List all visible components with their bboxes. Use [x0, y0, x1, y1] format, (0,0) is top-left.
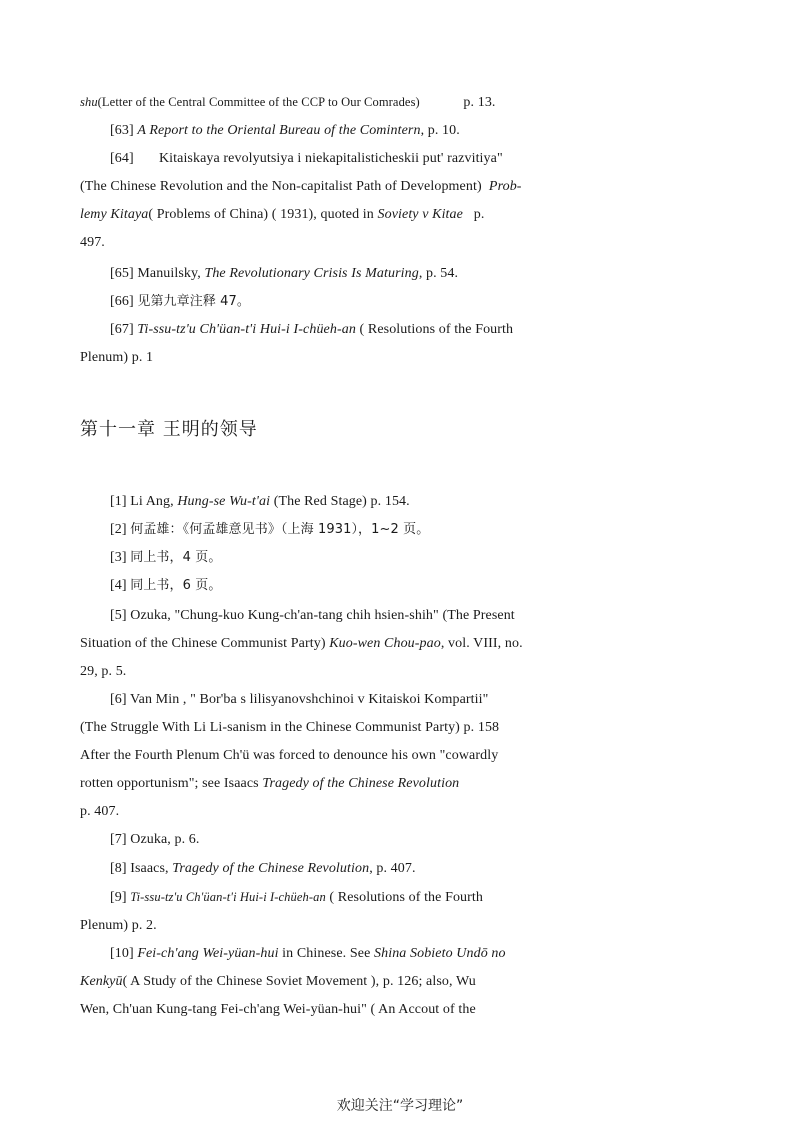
note-ch11-7: [7] Ozuka, p. 6. — [110, 832, 200, 847]
page-footer: 欢迎关注“学习理论” — [336, 1098, 464, 1114]
note-ch11-3: [3] 同上书，4 页。 — [110, 550, 222, 565]
note-ch11-5: [5] Ozuka, "Chung-kuo Kung-ch'an-tang chih hsien-shih" (The Present Situation of the Chinese Communist Party) Kuo-wen Chou-pao, vol. VIII, no. 29, p. 5. — [80, 608, 523, 679]
note-67: [67] Ti-ssu-tz'u Ch'üan-t'i Hui-i I-chüeh-an ( Resolutions of the Fourth Plenum) p. 1 — [80, 322, 514, 365]
note-ch11-9: [9] Ti-ssu-tz'u Ch'üan-t'i Hui-i I-chüeh-an ( Resolutions of the Fourth Plenum) p. 2. — [80, 890, 484, 933]
note-64: [64] Kitaiskaya revolyutsiya i niekapitalisticheskii put' razvitiya" (The Chinese Revolution and the Non-capitalist Path of Development) Prob- lemy Kitaya( Problems of China) ( 1931), quoted in Soviety v Kitae p. 497. — [80, 151, 522, 250]
note-continuation: shu(Letter of the Central Committee of the CCP to Our Comrades) p. 13. — [80, 95, 496, 110]
note-ch11-6: [6] Van Min , " Bor'ba s lilisyanovshchinoi v Kitaiskoi Kompartii" (The Struggle With Li Li-sanism in the Chinese Communist Party) p. 158 After the Fourth Plenum Ch'ü was forced to denounce his own "cowardly rotten opportunism"; see Isaacs Tragedy of the Chinese Revolution p. 407. — [80, 692, 500, 819]
note-ch11-10: [10] Fei-ch'ang Wei-yüan-hui in Chinese. See Shina Sobieto Undō no Kenkyū( A Study of the Chinese Soviet Movement ), p. 126; also, Wu Wen, Ch'uan Kung-tang Fei-ch'ang Wei-yüan-hui" ( An Accout of the — [80, 946, 506, 1017]
note-66: [66] 见第九章注释 47。 — [110, 294, 251, 309]
note-ch11-2: [2] 何孟雄：《何孟雄意见书》（上海 1931），1~2 页。 — [110, 522, 430, 537]
note-ch11-4: [4] 同上书，6 页。 — [110, 578, 222, 593]
note-63: [63] A Report to the Oriental Bureau of the Comintern, p. 10. — [110, 123, 460, 138]
note-65: [65] Manuilsky, The Revolutionary Crisis Is Maturing, p. 54. — [110, 266, 459, 281]
note-ch11-8: [8] Isaacs, Tragedy of the Chinese Revolution, p. 407. — [110, 861, 416, 876]
note-ch11-1: [1] Li Ang, Hung-se Wu-t'ai (The Red Stage) p. 154. — [110, 494, 410, 509]
chapter-heading: 第十一章 王明的领导 — [80, 419, 258, 440]
